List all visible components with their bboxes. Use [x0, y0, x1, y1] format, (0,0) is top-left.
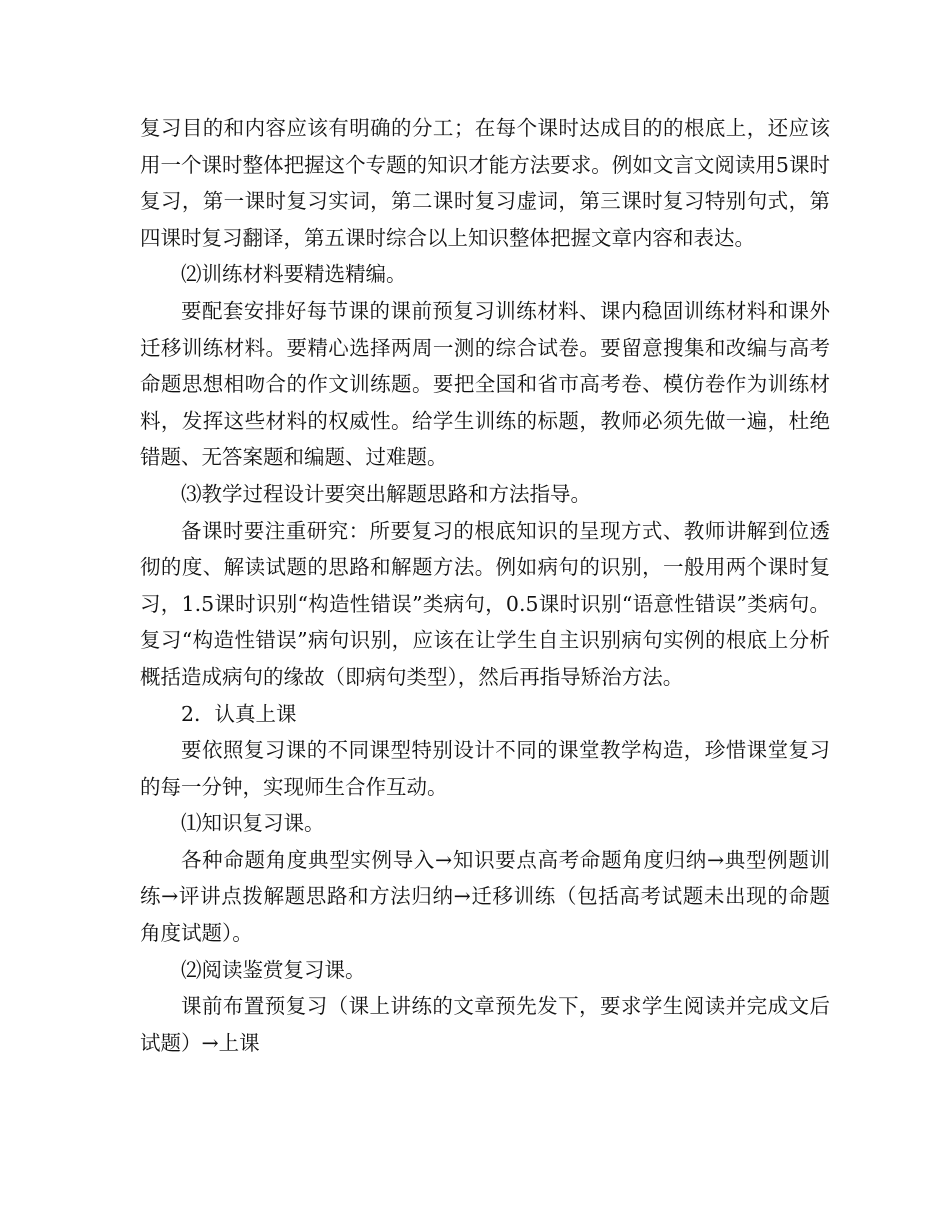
paragraph: 课前布置预复习（课上讲练的文章预先发下，要求学生阅读并完成文后试题）→上课	[140, 994, 830, 1055]
paragraph-heading: ⑵训练材料要精选精编。	[181, 262, 407, 287]
paragraph: 复习目的和内容应该有明确的分工；在每个课时达成目的的根底上，还应该用一个课时整体把握这个专题的知识才能方法要求。例如文言文阅读用5课时复习，第一课时复习实词，第二课时复习虚词，第三课时复习特别句式，第四课时复习翻译，第五课时综合以上知识整体把握文章内容和表达。	[140, 116, 830, 250]
paragraph: 各种命题角度典型实例导入→知识要点高考命题角度归纳→典型例题训练→评讲点拨解题思路和方法归纳→迁移训练（包括高考试题未出现的命题角度试题）。	[140, 847, 830, 946]
paragraph-heading: ⑶教学过程设计要突出解题思路和方法指导。	[181, 481, 591, 506]
section-heading: 2．认真上课	[181, 701, 297, 726]
paragraph: 备课时要注重研究：所要复习的根底知识的呈现方式、教师讲解到位透彻的度、解读试题的思路和解题方法。例如病句的识别，一般用两个课时复习，1.5课时识别“构造性错误”类病句，0.5课时识别“语意性错误”类病句。复习“构造性错误”病句识别，应该在让学生自主识别病句实例的根底上分析概括造成病句的缘故（即病句类型），然后再指导矫治方法。	[140, 518, 830, 689]
paragraph-heading: ⑴知识复习课。	[181, 811, 325, 836]
paragraph: 要依照复习课的不同课型特别设计不同的课堂教学构造，珍惜课堂复习的每一分钟，实现师生合作互动。	[140, 738, 830, 799]
paragraph-heading: ⑵阅读鉴赏复习课。	[181, 957, 366, 982]
document-body	[140, 110, 830, 1061]
paragraph: 要配套安排好每节课的课前预复习训练材料、课内稳固训练材料和课外迁移训练材料。要精心选择两周一测的综合试卷。要留意搜集和改编与高考命题思想相吻合的作文训练题。要把全国和省市高考卷、模仿卷作为训练材料，发挥这些材料的权威性。给学生训练的标题，教师必须先做一遍，杜绝错题、无答案题和编题、过难题。	[140, 298, 830, 470]
